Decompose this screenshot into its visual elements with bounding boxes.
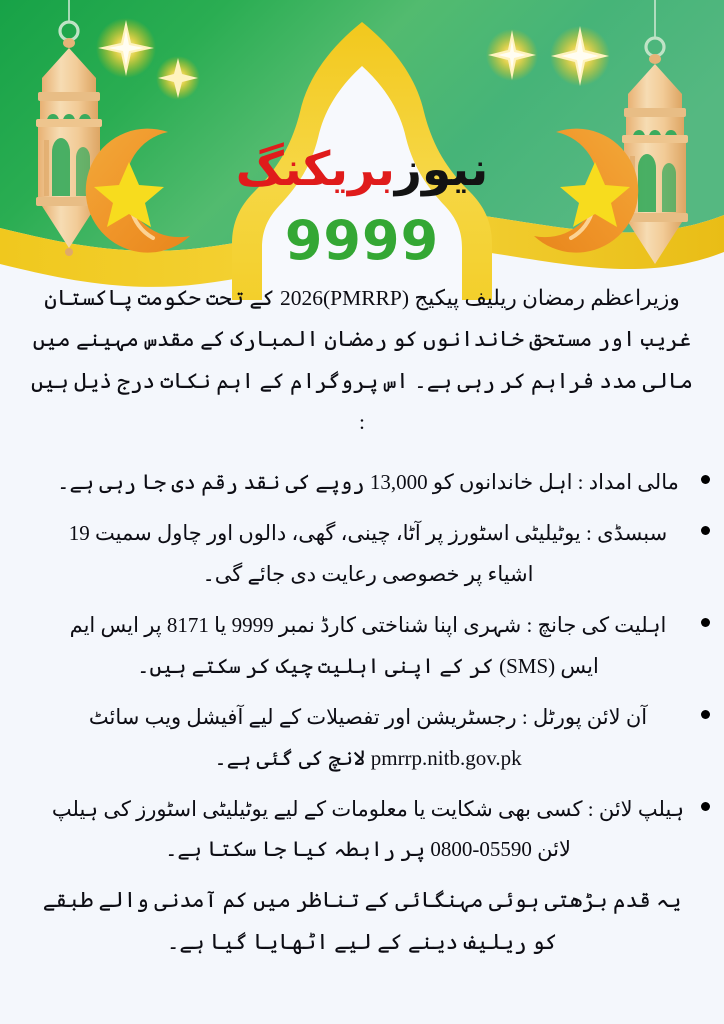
list-item — [18, 605, 706, 687]
list-item — [18, 789, 706, 871]
list-item-text: مالی امداد : اہل خاندانوں کو 13,000 روپے کی نقد رقم دی جا رہی ہے۔ — [57, 469, 679, 494]
bullet-dot-icon — [701, 802, 710, 811]
headline-word-news: نیوز — [394, 142, 489, 197]
list-item — [18, 462, 706, 503]
closing-paragraph: یہ قدم بڑھتی ہوئی مہنگائی کے تناظر میں کم آمدنی والے طبقے کو ریلیف دینے کے لیے اٹھایا گیا ہے۔ — [42, 888, 682, 955]
intro-paragraph: وزیراعظم رمضان ریلیف پیکیج (PMRRP)2026 کے تحت حکومت پاکستان غریب اور مستحق خاندانوں کو رمضان المبارک کے مقدس مہینے میں مالی مدد فراہم کر رہی ہے۔ اس پروگرام کے اہم نکات درج ذیل ہیں : — [31, 286, 693, 435]
list-item-text: سبسڈی : یوٹیلیٹی اسٹورز پر آٹا، چینی، گھی، دالوں اور چاول سمیت 19 اشیاء پر خصوصی رعایت دی جائے گی۔ — [68, 520, 668, 586]
sparkle-star-icon — [550, 26, 610, 86]
list-item-text: آن لائن پورٹل : رجسٹریشن اور تفصیلات کے لیے آفیشل ویب سائٹ pmrrp.nitb.gov.pk لانچ کی گئی ہے۔ — [88, 704, 648, 770]
sparkle-star-icon — [96, 18, 156, 78]
key-points-list — [18, 462, 706, 870]
headline-word-breaking: بریکنگ — [235, 142, 395, 197]
sparkle-star-icon — [156, 56, 200, 100]
bullet-dot-icon — [701, 618, 710, 627]
bullet-dot-icon — [701, 475, 710, 484]
list-item-text: اہلیت کی جانچ : شہری اپنا شناختی کارڈ نمبر 9999 یا 8171 پر ایس ایم ایس (SMS) کر کے اپنی اہلیت چیک کر سکتے ہیں۔ — [69, 612, 667, 678]
bullet-dot-icon — [701, 710, 710, 719]
list-item-text: ہیلپ لائن : کسی بھی شکایت یا معلومات کے لیے یوٹیلیٹی اسٹورز کی ہیلپ لائن 05590-0800 پر رابطہ کیا جا سکتا ہے۔ — [51, 796, 685, 862]
poster-body — [0, 278, 724, 964]
bullet-dot-icon — [701, 526, 710, 535]
list-item — [18, 513, 706, 595]
sparkle-star-icon — [486, 29, 538, 81]
sms-shortcode-number: 9999 — [284, 209, 440, 272]
page-title — [0, 142, 724, 197]
list-item — [18, 697, 706, 779]
